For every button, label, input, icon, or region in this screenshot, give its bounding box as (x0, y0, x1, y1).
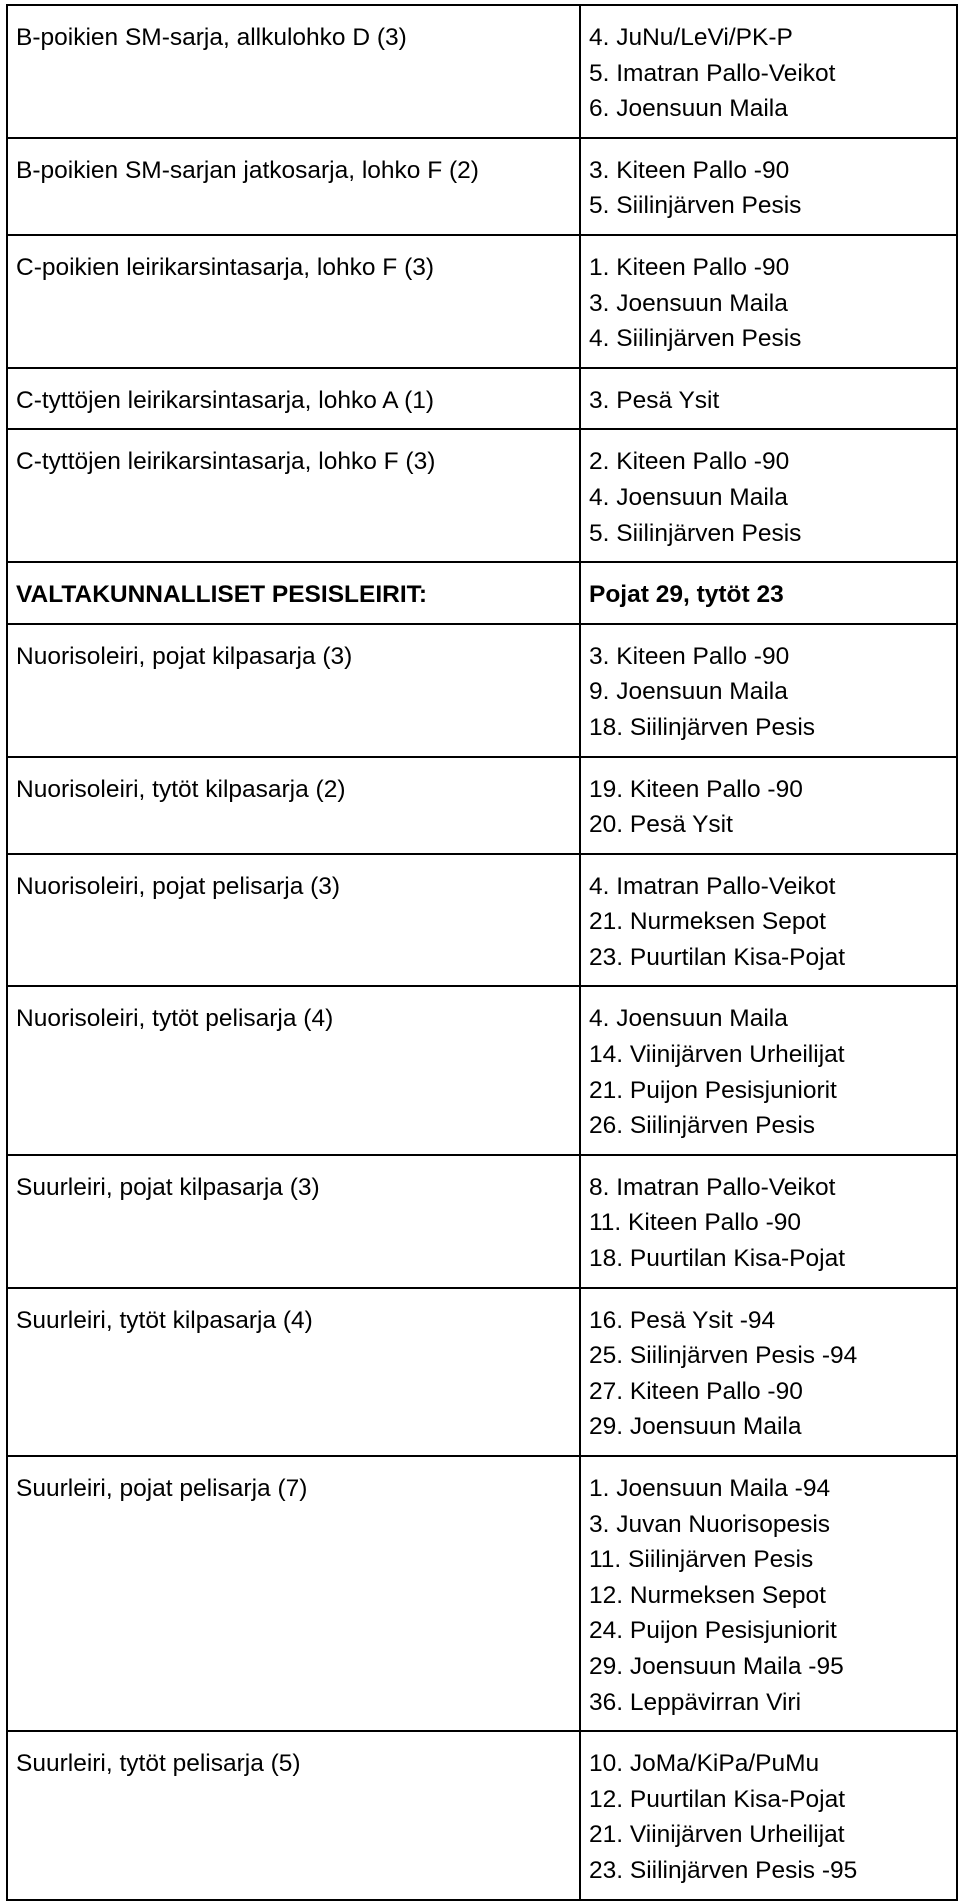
result-entry: Pojat 29, tytöt 23 (589, 581, 784, 609)
category-cell: Suurleiri, tytöt kilpasarja (4) (7, 1288, 580, 1456)
result-entry: 3. Kiteen Pallo -90 (589, 642, 790, 670)
section-title: VALTAKUNNALLISET PESISLEIRIT: (7, 562, 580, 624)
results-cell (580, 986, 957, 1154)
table-row (7, 235, 957, 368)
result-entry: 1. Joensuun Maila -94 (589, 1475, 831, 1502)
results-cell (580, 138, 957, 235)
table-row (7, 5, 957, 138)
category-cell: Suurleiri, pojat kilpasarja (3) (7, 1155, 580, 1288)
table-row (7, 1456, 957, 1731)
result-entry: 4. JuNu/LeVi/PK-P (589, 24, 793, 51)
table-row (7, 854, 957, 987)
results-cell (580, 368, 957, 430)
category-cell: Suurleiri, tytöt pelisarja (5) (7, 1731, 580, 1899)
results-cell (580, 429, 957, 562)
results-cell (580, 235, 957, 368)
result-entry: 11. Siilinjärven Pesis (589, 1546, 814, 1574)
category-cell: Nuorisoleiri, tytöt pelisarja (4) (7, 986, 580, 1154)
table-row (7, 368, 957, 430)
table-row (7, 1288, 957, 1456)
table-row (7, 138, 957, 235)
category-cell: Nuorisoleiri, tytöt kilpasarja (2) (7, 757, 580, 854)
result-entry: 29. Joensuun Maila -95 (589, 1652, 844, 1680)
result-entry: 21. Nurmeksen Sepot (589, 908, 826, 936)
result-entry: 3. Pesä Ysit (589, 386, 720, 414)
result-entry: 20. Pesä Ysit (589, 811, 733, 839)
section-header-row (7, 562, 957, 624)
results-cell (580, 757, 957, 854)
results-cell (580, 624, 957, 757)
result-entry: 3. Kiteen Pallo -90 (589, 156, 790, 184)
result-entry: 11. Kiteen Pallo -90 (589, 1209, 802, 1237)
results-cell (580, 5, 957, 138)
result-entry: 27. Kiteen Pallo -90 (589, 1377, 803, 1405)
category-cell: Suurleiri, pojat pelisarja (7) (7, 1456, 580, 1731)
result-entry: 9. Joensuun Maila (589, 678, 788, 706)
results-cell (580, 1155, 957, 1288)
table-row (7, 1155, 957, 1288)
table-row (7, 986, 957, 1154)
results-cell (580, 854, 957, 987)
result-entry: 19. Kiteen Pallo -90 (589, 775, 803, 803)
result-entry: 26. Siilinjärven Pesis (589, 1112, 816, 1140)
result-entry: 14. Viinijärven Urheilijat (589, 1041, 845, 1069)
table-row (7, 757, 957, 854)
category-cell: C-tyttöjen leirikarsintasarja, lohko F (3) (7, 429, 580, 562)
result-entry: 36. Leppävirran Viri (589, 1688, 802, 1716)
result-entry: 5. Imatran Pallo-Veikot (589, 59, 836, 87)
result-entry: 18. Siilinjärven Pesis (589, 713, 816, 741)
results-cell (580, 1731, 957, 1899)
category-cell: Nuorisoleiri, pojat kilpasarja (3) (7, 624, 580, 757)
result-entry: 12. Puurtilan Kisa-Pojat (589, 1785, 846, 1813)
results-cell (580, 1456, 957, 1731)
category-cell: B-poikien SM-sarjan jatkosarja, lohko F (2) (7, 138, 580, 235)
result-entry: 23. Siilinjärven Pesis -95 (589, 1856, 858, 1884)
result-entry: 16. Pesä Ysit -94 (589, 1306, 776, 1334)
result-entry: 4. Imatran Pallo-Veikot (589, 872, 836, 900)
results-table (6, 4, 958, 1901)
table-row (7, 624, 957, 757)
category-cell: B-poikien SM-sarja, allkulohko D (3) (7, 5, 580, 138)
table-row (7, 1731, 957, 1899)
table-row (7, 429, 957, 562)
result-entry: 8. Imatran Pallo-Veikot (589, 1173, 836, 1201)
results-table-body (7, 5, 957, 1900)
result-entry: 5. Siilinjärven Pesis (589, 519, 802, 547)
result-entry: 23. Puurtilan Kisa-Pojat (589, 943, 846, 971)
result-entry: 3. Juvan Nuorisopesis (589, 1510, 831, 1538)
result-entry: 4. Siilinjärven Pesis (589, 325, 802, 353)
category-cell: C-tyttöjen leirikarsintasarja, lohko A (1) (7, 368, 580, 430)
category-cell: Nuorisoleiri, pojat pelisarja (3) (7, 854, 580, 987)
result-entry: 1. Kiteen Pallo -90 (589, 253, 790, 281)
result-entry: 2. Kiteen Pallo -90 (589, 448, 790, 476)
result-entry: 24. Puijon Pesisjuniorit (589, 1617, 837, 1645)
category-cell: C-poikien leirikarsintasarja, lohko F (3) (7, 235, 580, 368)
result-entry: 4. Joensuun Maila (589, 483, 788, 511)
result-entry: 10. JoMa/KiPa/PuMu (589, 1750, 820, 1778)
result-entry: 25. Siilinjärven Pesis -94 (589, 1342, 858, 1370)
result-entry: 29. Joensuun Maila (589, 1413, 802, 1441)
result-entry: 3. Joensuun Maila (589, 289, 788, 317)
result-entry: 6. Joensuun Maila (589, 95, 788, 123)
section-summary (580, 562, 957, 624)
result-entry: 21. Puijon Pesisjuniorit (589, 1076, 837, 1104)
result-entry: 12. Nurmeksen Sepot (589, 1581, 826, 1609)
result-entry: 18. Puurtilan Kisa-Pojat (589, 1245, 846, 1273)
result-entry: 4. Joensuun Maila (589, 1005, 788, 1033)
result-entry: 21. Viinijärven Urheilijat (589, 1821, 845, 1849)
results-cell (580, 1288, 957, 1456)
result-entry: 5. Siilinjärven Pesis (589, 192, 802, 220)
